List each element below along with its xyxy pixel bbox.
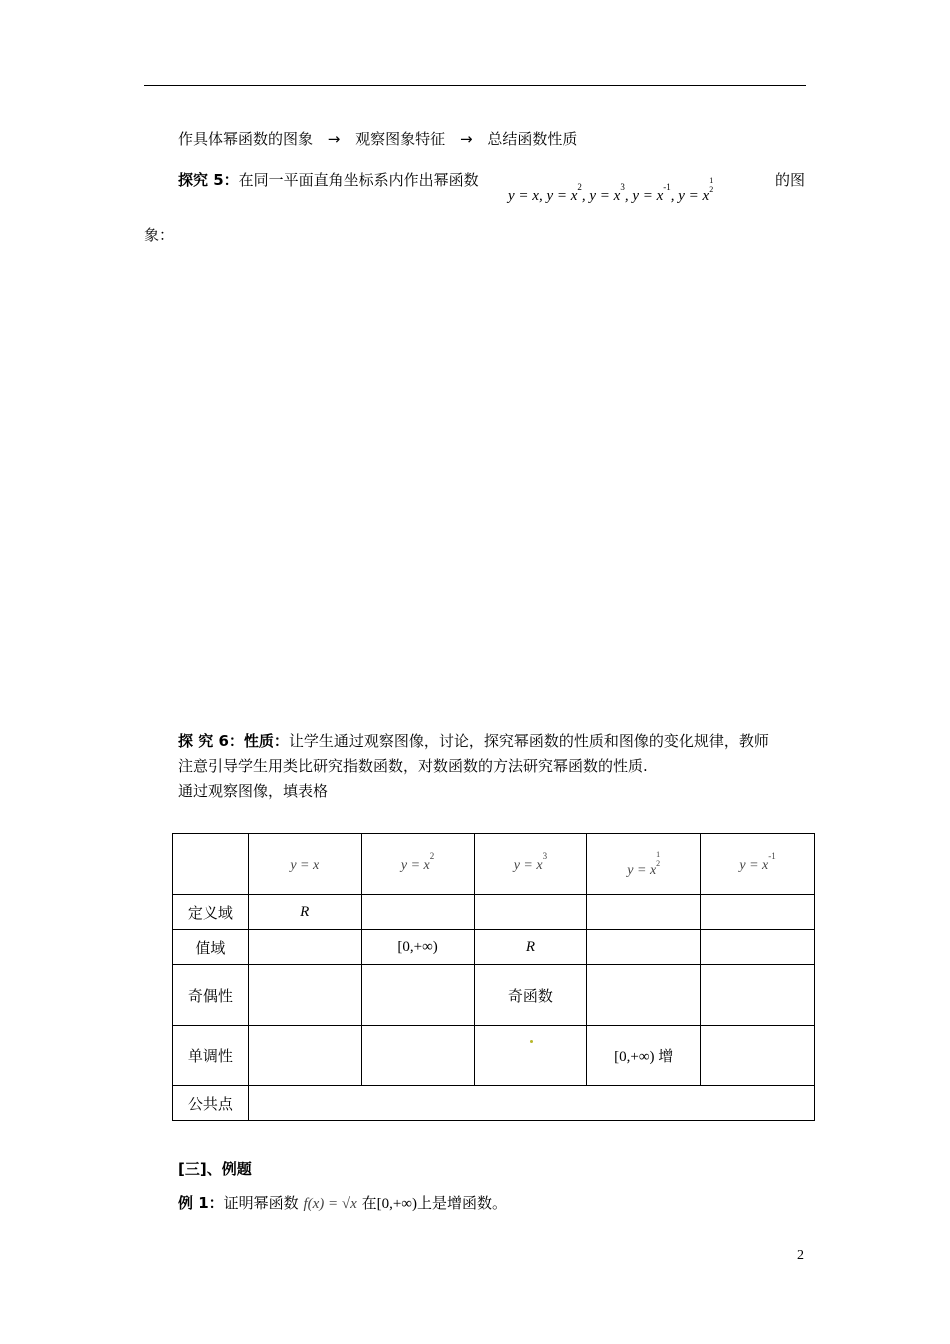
table-header-row bbox=[173, 834, 815, 895]
explore5-line bbox=[178, 169, 479, 190]
header-y-x-inv: $y = x^{-1}$ bbox=[701, 834, 815, 895]
table-row bbox=[173, 895, 815, 930]
flow-step-3: 总结函数性质 bbox=[487, 130, 578, 148]
example1-line bbox=[178, 1192, 507, 1213]
row-label: 单调性 bbox=[173, 1026, 249, 1086]
row-label: 值域 bbox=[173, 930, 249, 965]
table-cell bbox=[587, 965, 701, 1026]
table-corner-cell bbox=[173, 834, 249, 895]
flow-step-2: 观察图象特征 bbox=[355, 130, 446, 148]
explore5-label: 探究 5： bbox=[178, 171, 239, 189]
table-cell bbox=[248, 1026, 361, 1086]
explore5-formulas: y = x, $y = x^2$, $y = x^3$, $y = x^{-1}$, y = x1 2 bbox=[508, 176, 714, 204]
header-y-x: y = x bbox=[248, 834, 361, 895]
table-cell bbox=[474, 1026, 587, 1086]
example1-mid: 在 bbox=[361, 1194, 377, 1212]
stray-dot bbox=[530, 1040, 533, 1043]
header-y-x2: $y = x^2$ bbox=[361, 834, 474, 895]
table-cell: [0,+∞) 增 bbox=[587, 1026, 701, 1086]
table-cell: 奇函数 bbox=[474, 965, 587, 1026]
table-row bbox=[173, 965, 815, 1026]
example1-interval: [0,+∞) bbox=[376, 1196, 417, 1212]
table-row bbox=[173, 930, 815, 965]
example1-end: 上是增函数。 bbox=[417, 1194, 508, 1212]
arrow-icon: → bbox=[327, 130, 341, 148]
explore5-text: 在同一平面直角坐标系内作出幂函数 bbox=[238, 171, 479, 189]
explore5-suffix: 的图 bbox=[775, 171, 806, 189]
explore6-line1 bbox=[178, 730, 769, 751]
flow-step-1: 作具体幂函数的图象 bbox=[178, 130, 314, 148]
table-cell: R bbox=[474, 930, 587, 965]
table-cell: [0,+∞) bbox=[361, 930, 474, 965]
example1-formula: f(x) = √x bbox=[303, 1196, 357, 1212]
header-y-x-half: y = x1 2 bbox=[587, 834, 701, 895]
example1-text: 证明幂函数 bbox=[223, 1194, 299, 1212]
explore6-line3: 通过观察图像，填表格 bbox=[178, 782, 329, 800]
table-cell bbox=[701, 895, 815, 930]
example1-label: 例 1： bbox=[178, 1194, 224, 1212]
table-cell bbox=[361, 965, 474, 1026]
section3-title: [三]、例题 bbox=[178, 1160, 252, 1178]
table-row bbox=[173, 1086, 815, 1121]
table-row bbox=[173, 1026, 815, 1086]
table-cell bbox=[474, 895, 587, 930]
table-cell bbox=[248, 1086, 814, 1121]
table-cell bbox=[701, 1026, 815, 1086]
table-cell bbox=[248, 930, 361, 965]
arrow-icon: → bbox=[459, 130, 473, 148]
flow-line bbox=[178, 128, 577, 149]
table-cell: R bbox=[248, 895, 361, 930]
explore6-line2: 注意引导学生用类比研究指数函数，对数函数的方法研究幂函数的性质. bbox=[178, 757, 648, 775]
row-label: 公共点 bbox=[173, 1086, 249, 1121]
row-label: 奇偶性 bbox=[173, 965, 249, 1026]
header-y-x3: $y = x^3$ bbox=[474, 834, 587, 895]
table-cell bbox=[361, 1026, 474, 1086]
row-label: 定义域 bbox=[173, 895, 249, 930]
table-cell bbox=[587, 930, 701, 965]
table-cell bbox=[587, 895, 701, 930]
header-rule bbox=[144, 85, 806, 86]
table-cell bbox=[361, 895, 474, 930]
page-number: 2 bbox=[797, 1248, 804, 1263]
explore6-label: 探 究 6：性质： bbox=[178, 732, 289, 750]
properties-table bbox=[172, 833, 815, 1121]
table-cell bbox=[701, 930, 815, 965]
explore6-text1: 让学生通过观察图像，讨论，探究幂函数的性质和图像的变化规律，教师 bbox=[288, 732, 769, 750]
explore5-cont: 象： bbox=[144, 226, 175, 244]
table-cell bbox=[248, 965, 361, 1026]
table-cell bbox=[701, 965, 815, 1026]
